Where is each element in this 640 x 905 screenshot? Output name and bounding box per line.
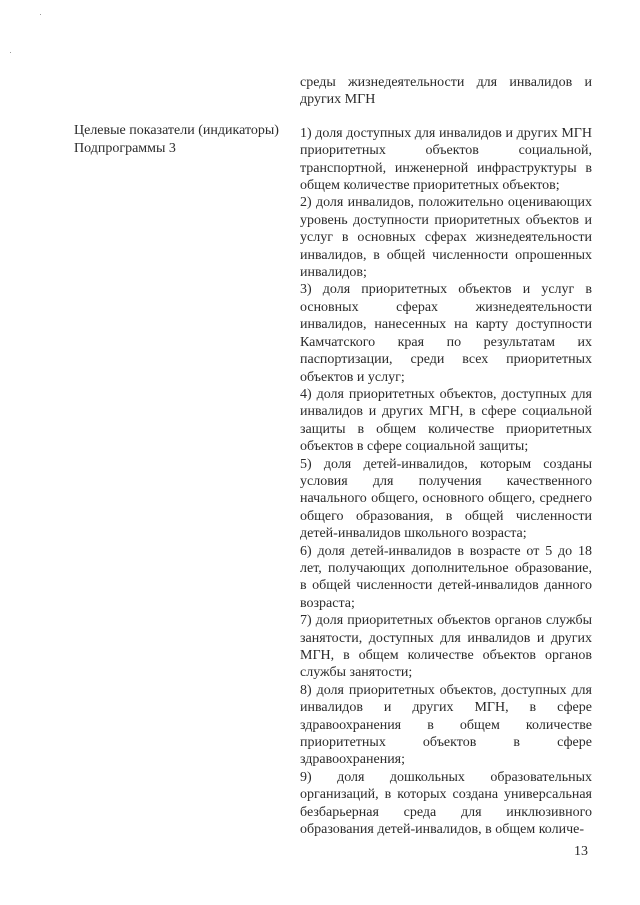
indicator-item: 8) доля приоритетных объектов, доступных для инвалидов и других МГН, в сфере здравоохранения в общем количестве приоритетных объектов в сфере здравоохранения; <box>300 682 592 768</box>
scan-speck <box>40 14 41 15</box>
prev-row-text: среды жизнедеятельности для инвалидов и других МГН <box>300 75 592 108</box>
indicator-item: 7) доля приоритетных объектов органов службы занятости, доступных для инвалидов и других МГН, в общем количестве объектов органов службы занятости; <box>300 613 592 681</box>
indicator-item: 2) доля инвалидов, положительно оценивающих уровень доступности приоритетных объектов и услуг в основных сферах жизнедеятельности инвалидов, в общей численности опрошенных инвалидов; <box>300 195 592 281</box>
indicator-item: 9) доля дошкольных образовательных организаций, в которых создана универсальная безбарьерная среда для инклюзивного образования детей-инвалидов, в общем количе- <box>300 769 592 838</box>
indicator-item: 4) доля приоритетных объектов, доступных для инвалидов и других МГН, в сфере социальной защиты в общем количестве приоритетных объектов в сфере социальной защиты; <box>300 386 592 455</box>
indicator-item: 1) доля доступных для инвалидов и других МГН приоритетных объектов социальной, транспортной, инженерной инфраструктуры в общем количестве приоритетных объектов; <box>300 125 592 194</box>
indicators-row-label: Целевые показатели (индикаторы) Подпрограммы 3 <box>74 123 279 156</box>
indicators-list <box>300 74 592 838</box>
indicator-item: 6) доля детей-инвалидов в возрасте от 5 до 18 лет, получающих дополнительное образование, в общей численности детей-инвалидов данного возраста; <box>300 543 592 611</box>
page-number: 13 <box>574 844 588 859</box>
indicator-item: 5) доля детей-инвалидов, которым созданы условия для получения качественного начального общего, основного общего, среднего общего образования, в общей численности детей-инвалидов школьного возраста; <box>300 456 592 542</box>
scan-speck <box>10 52 11 53</box>
indicator-item: 3) доля приоритетных объектов и услуг в основных сферах жизнедеятельности инвалидов, нанесенных на карту доступности Камчатского края по результатам их паспортизации, среди всех приоритетных объектов и услуг; <box>300 282 592 385</box>
